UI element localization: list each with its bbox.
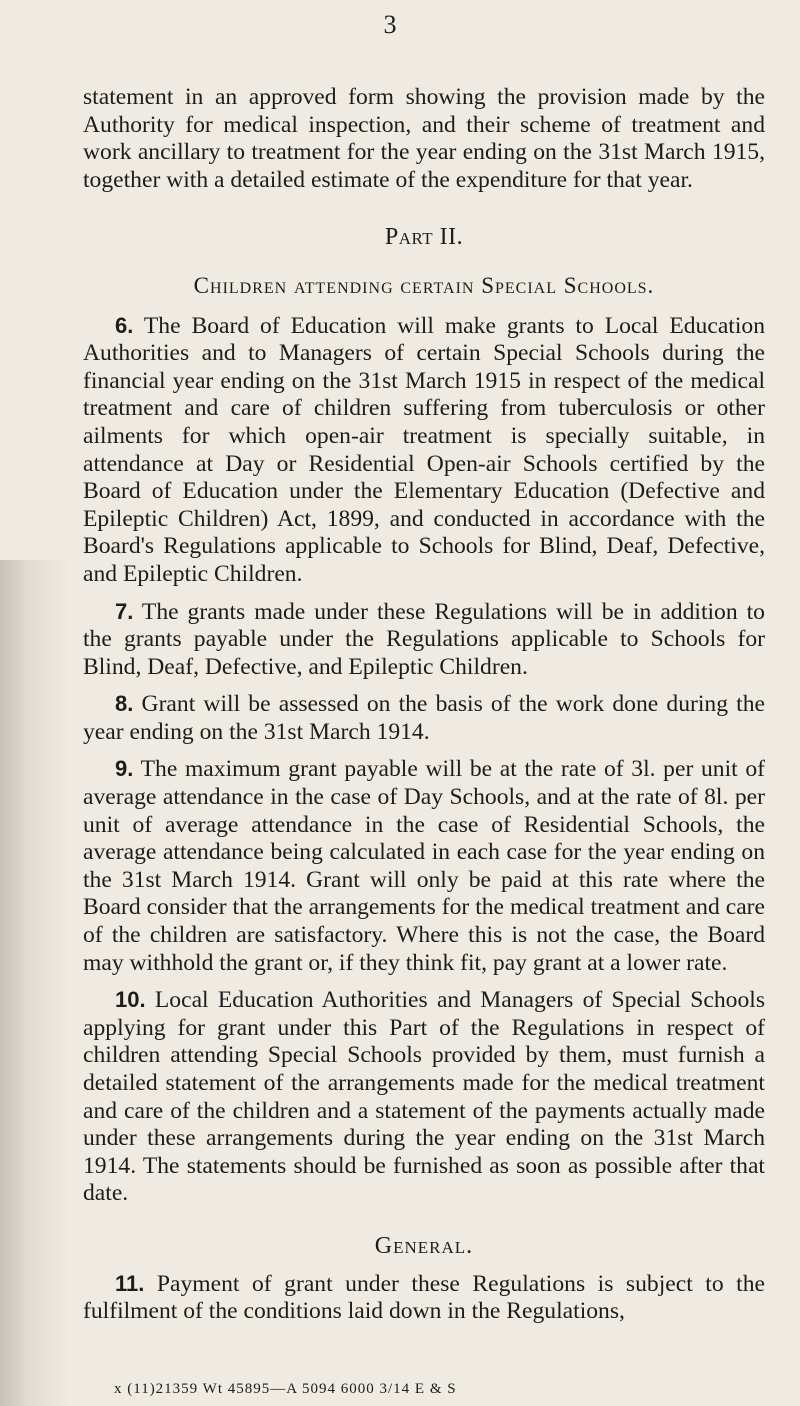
part-heading: Part II. (384, 224, 464, 251)
paragraph-number: 8. (115, 691, 134, 717)
paragraph-10 (83, 986, 765, 1208)
paragraph-text: The maximum grant payable will be at the rate of 3l. per unit of average attendance in the case of Day Schools, and at the rate of 8l. per unit of average attendance in the case of Residential Schools, the average attendance being calculated in each case for the year ending on the 31st March 1914. Grant will only be paid at this rate where the Board consider that the arrangements for the medical treatment and care of the children are satisfactory. Where this is not the case, the Board may withhold the grant or, if they think fit, pay grant at a lower rate. (83, 756, 765, 976)
paragraph-8 (83, 690, 765, 746)
paragraph-number: 10. (115, 987, 146, 1013)
paragraph-7 (83, 598, 765, 682)
paragraph-9 (83, 755, 765, 977)
paragraph-text: Grant will be assessed on the basis of the work done during the year ending on the 31st March 1914. (83, 691, 765, 745)
paragraph-text: Payment of grant under these Regulations is subject to the fulfilment of the conditions laid down in the Regulations, (83, 1270, 765, 1325)
document-body (83, 84, 765, 1326)
paragraph-number: 9. (115, 756, 134, 782)
general-heading: General. (374, 1232, 474, 1259)
paragraph-number: 11. (115, 1270, 145, 1296)
intro-paragraph: statement in an approved form showing the provision made by the Authority for medical inspection, and their scheme of treatment and work ancillary to treatment for the year ending on the 31st March 1915, together with a detailed estimate of the expenditure for that year. (83, 84, 765, 193)
paragraph-11 (83, 1270, 765, 1326)
printer-imprint: x (11)21359 Wt 45895—A 5094 6000 3/14 E & S (114, 1381, 457, 1397)
paragraph-number: 7. (115, 598, 134, 624)
section-heading: Children attending certain Special Schools. (193, 272, 655, 298)
paragraph-text: The grants made under these Regulations will be in addition to the grants payable under the Regulations applicable to Schools for Blind, Deaf, Defective, and Epileptic Children. (83, 598, 765, 680)
paragraph-text: Local Education Authorities and Managers of Special Schools applying for grant under this Part of the Regulations in respect of children attending Special Schools provided by them, must furnish a detailed statement of the arrangements made for the medical treatment and care of the children and a statement of the payments actually made under these arrangements during the year ending on the 31st March 1914. The statements should be furnished as soon as possible after that date. (83, 987, 766, 1207)
page-edge-shadow (0, 560, 70, 1406)
paragraph-text: The Board of Education will make grants to Local Education Authorities and to Managers of certain Special Schools during the financial year ending on the 31st March 1915 in respect of the medical treatment and care of children suffering from tuberculosis or other ailments for which open-air treatment is specially suitable, in attendance at Day or Residential Open-air Schools certified by the Board of Education under the Elementary Education (Defective and Epileptic Children) Act, 1899, and conducted in accordance with the Board's Regulations applicable to Schools for Blind, Deaf, Defective, and Epileptic Children. (83, 312, 765, 587)
paragraph-number: 6. (115, 312, 134, 338)
paragraph-6 (83, 312, 765, 589)
page-number: 3 (383, 10, 397, 39)
